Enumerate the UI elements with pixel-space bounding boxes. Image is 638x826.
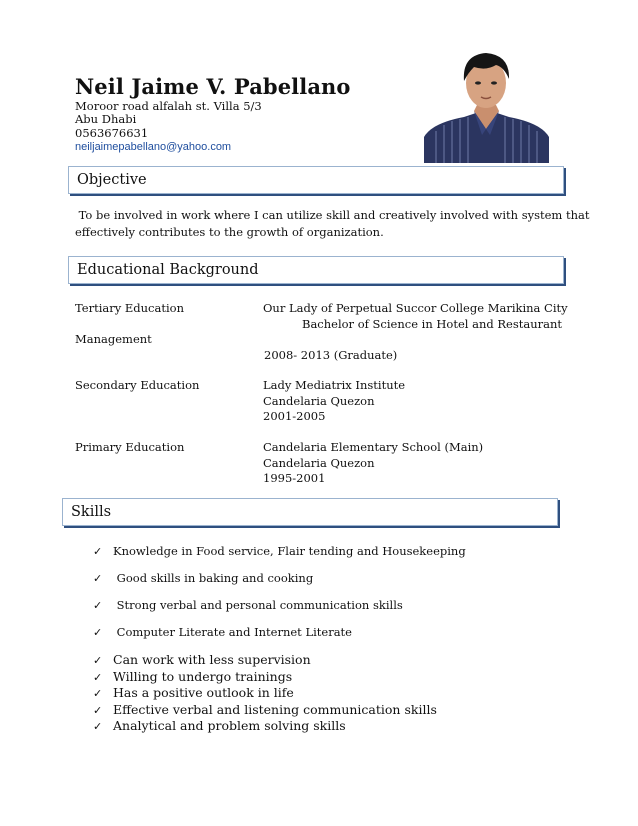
check-icon: ✓ [93, 626, 103, 639]
skill-item: ✓ Can work with less supervision [93, 652, 311, 667]
check-icon: ✓ [93, 720, 103, 733]
skill-item: ✓ Effective verbal and listening communication skills [93, 701, 437, 717]
secondary-place: Candelaria Quezon [263, 394, 375, 408]
tertiary-degree-cont: Management [75, 332, 152, 346]
email-link[interactable]: neiljaimepabellano@yahoo.com [75, 141, 232, 153]
tertiary-degree: Bachelor of Science in Hotel and Restaurant [302, 317, 563, 331]
objective-heading: Objective [68, 166, 564, 194]
primary-school: Candelaria Elementary School (Main) [263, 440, 484, 454]
address-line-1: Moroor road alfalah st. Villa 5/3 [75, 99, 262, 113]
education-heading: Educational Background [68, 256, 564, 284]
primary-years: 1995-2001 [263, 471, 326, 485]
skill-item: ✓ Knowledge in Food service, Flair tending and Housekeeping [93, 544, 466, 558]
skill-item: ✓ Willing to undergo trainings [93, 668, 293, 684]
phone-number: 0563676631 [75, 126, 149, 140]
secondary-school: Lady Mediatrix Institute [263, 378, 406, 392]
check-icon: ✓ [93, 599, 103, 612]
skill-item: ✓ Strong verbal and personal communication skills [93, 598, 403, 612]
candidate-name: Neil Jaime V. Pabellano [75, 74, 351, 99]
address-line-2: Abu Dhabi [75, 112, 137, 126]
skill-item: ✓ Good skills in baking and cooking [93, 571, 314, 585]
skill-list-compact [93, 652, 437, 735]
profile-photo [424, 45, 549, 163]
check-icon: ✓ [93, 654, 103, 667]
skills-heading: Skills [62, 498, 558, 526]
skill-item: ✓ Has a positive outlook in life [93, 685, 294, 700]
objective-text [75, 207, 590, 241]
check-icon: ✓ [93, 703, 103, 717]
check-icon: ✓ [93, 545, 103, 558]
skill-item: ✓ Computer Literate and Internet Literate [93, 625, 352, 639]
primary-place: Candelaria Quezon [263, 456, 375, 470]
check-icon: ✓ [93, 687, 103, 700]
secondary-label: Secondary Education [75, 378, 200, 392]
tertiary-years: 2008- 2013 (Graduate) [264, 348, 398, 362]
check-icon: ✓ [93, 572, 103, 585]
objective-line-1: To be involved in work where I can utilize skill and creatively involved with system that [75, 208, 590, 222]
tertiary-school: Our Lady of Perpetual Succor College Marikina City [263, 301, 568, 315]
secondary-years: 2001-2005 [263, 409, 326, 423]
check-icon: ✓ [93, 670, 103, 684]
tertiary-label: Tertiary Education [75, 301, 184, 315]
objective-line-2: effectively contributes to the growth of organization. [75, 225, 384, 239]
skill-item: ✓ Analytical and problem solving skills [93, 718, 346, 733]
primary-label: Primary Education [75, 440, 185, 454]
